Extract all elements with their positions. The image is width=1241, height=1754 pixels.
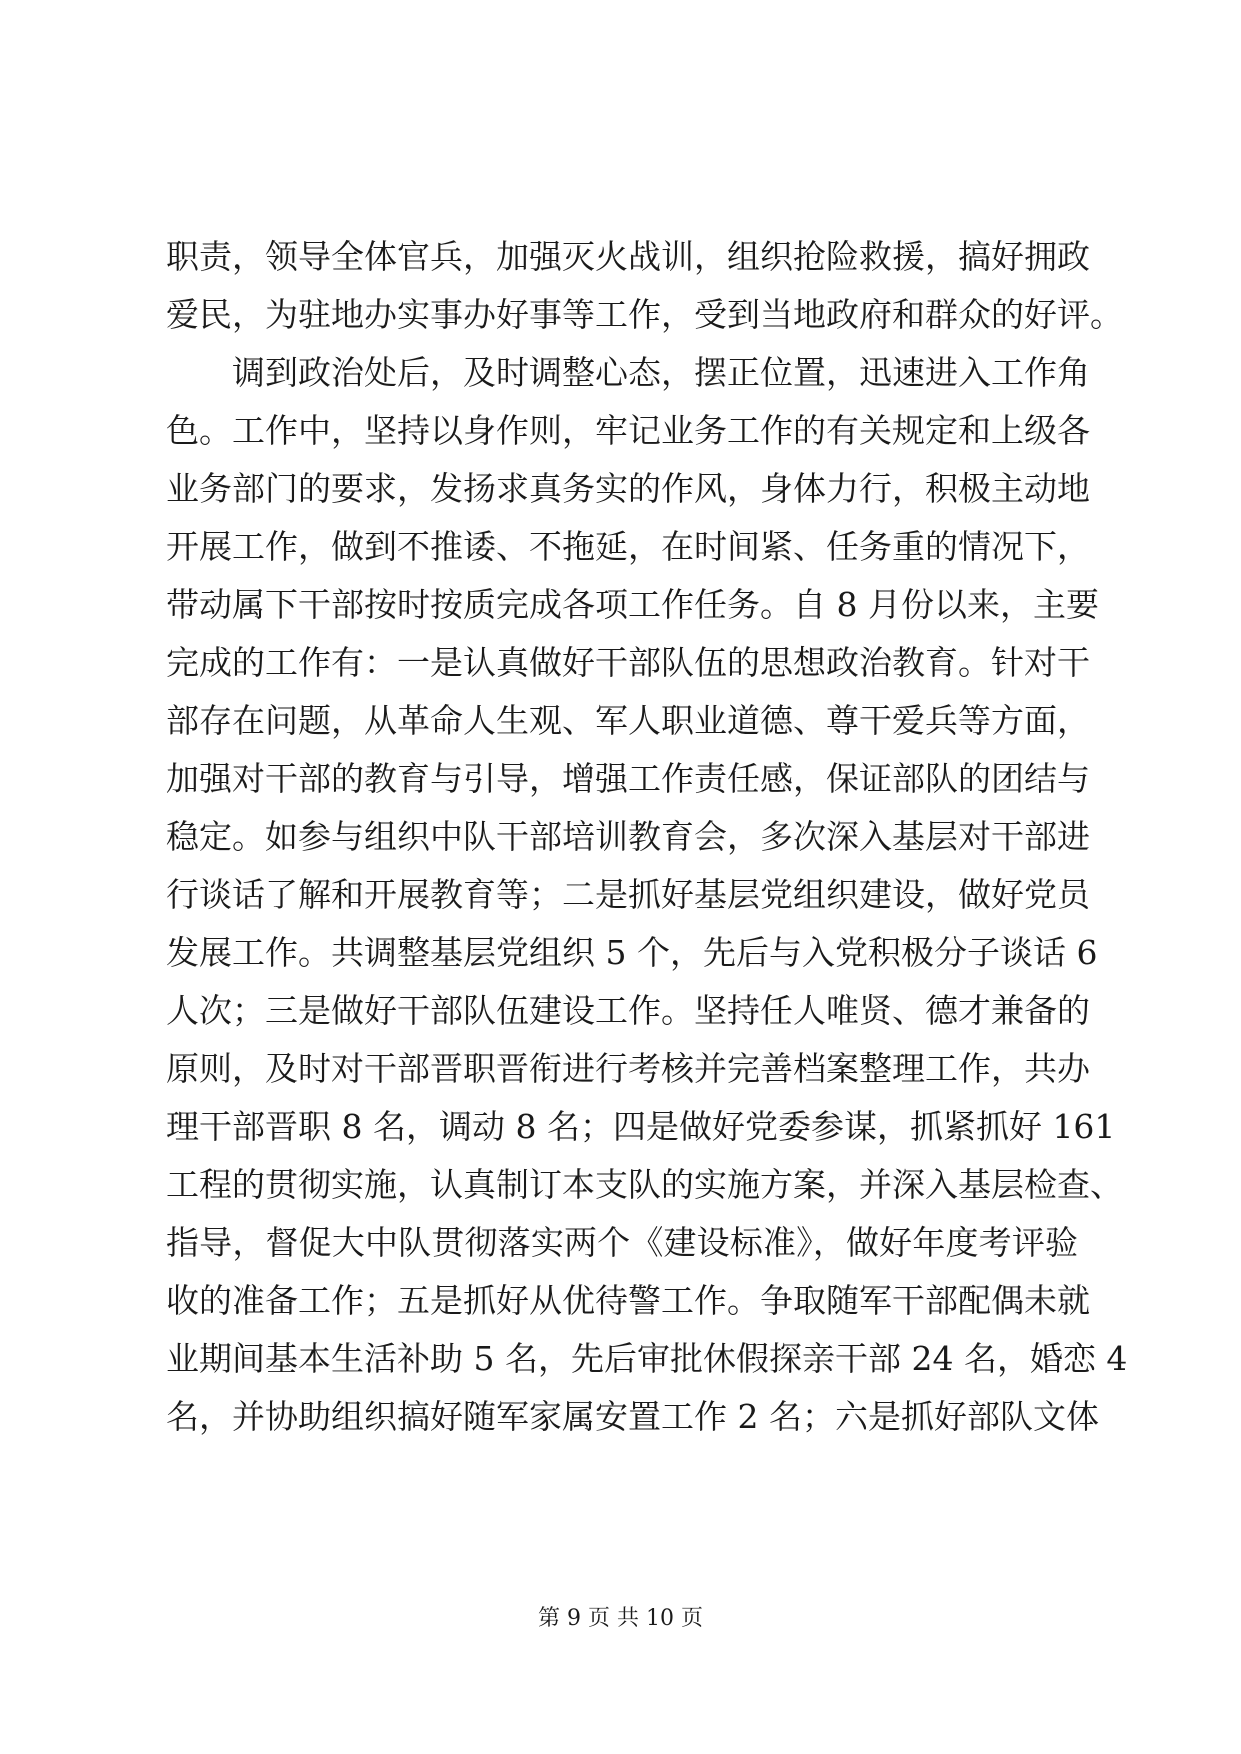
text-line-21: 名，并协助组织搞好随军家属安置工作 2 名；六是抓好部队文体 [166, 1397, 1099, 1436]
text-line-6: 开展工作，做到不推诿、不拖延，在时间紧、任务重的情况下， [166, 527, 1090, 566]
text-line-3: 调到政治处后，及时调整心态，摆正位置，迅速进入工作角 [166, 353, 1090, 392]
text-line-18: 指导，督促大中队贯彻落实两个《建设标准》，做好年度考评验 [166, 1223, 1078, 1262]
text-line-14: 人次；三是做好干部队伍建设工作。坚持任人唯贤、德才兼备的 [166, 991, 1090, 1030]
text-line-17: 工程的贯彻实施，认真制订本支队的实施方案，并深入基层检查、 [166, 1165, 1123, 1204]
text-line-7: 带动属下干部按时按质完成各项工作任务。自 8 月份以来，主要 [166, 585, 1099, 624]
text-line-4: 色。工作中，坚持以身作则，牢记业务工作的有关规定和上级各 [166, 411, 1090, 450]
text-line-2: 爱民，为驻地办实事办好事等工作，受到当地政府和群众的好评。 [166, 295, 1123, 334]
page-number-footer: 第 9 页 共 10 页 [538, 1606, 703, 1631]
text-line-13: 发展工作。共调整基层党组织 5 个，先后与入党积极分子谈话 6 [166, 933, 1098, 972]
text-line-11: 稳定。如参与组织中队干部培训教育会，多次深入基层对干部进 [166, 817, 1090, 856]
text-line-12: 行谈话了解和开展教育等；二是抓好基层党组织建设，做好党员 [166, 875, 1090, 914]
text-line-10: 加强对干部的教育与引导，增强工作责任感，保证部队的团结与 [166, 759, 1090, 798]
text-line-20: 业期间基本生活补助 5 名，先后审批休假探亲干部 24 名，婚恋 4 [166, 1339, 1128, 1378]
text-line-16: 理干部晋职 8 名，调动 8 名；四是做好党委参谋，抓紧抓好 161 [166, 1107, 1116, 1146]
text-line-15: 原则，及时对干部晋职晋衔进行考核并完善档案整理工作，共办 [166, 1049, 1090, 1088]
text-line-9: 部存在问题，从革命人生观、军人职业道德、尊干爱兵等方面， [166, 701, 1090, 740]
text-line-5: 业务部门的要求，发扬求真务实的作风，身体力行，积极主动地 [166, 469, 1090, 508]
text-line-8: 完成的工作有：一是认真做好干部队伍的思想政治教育。针对干 [166, 643, 1090, 682]
text-line-1: 职责，领导全体官兵，加强灭火战训，组织抢险救援，搞好拥政 [166, 237, 1090, 276]
text-line-19: 收的准备工作；五是抓好从优待警工作。争取随军干部配偶未就 [166, 1281, 1090, 1320]
body-text [166, 228, 1128, 1446]
